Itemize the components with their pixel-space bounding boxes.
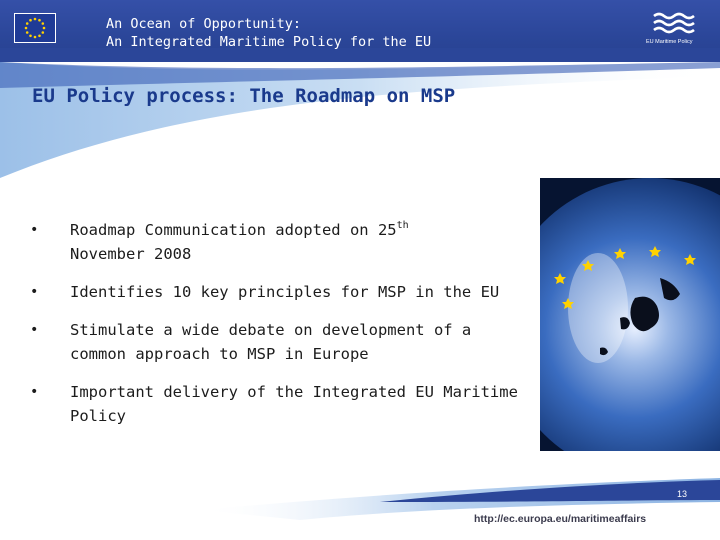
bullet-item xyxy=(30,380,530,428)
footer-sweep xyxy=(0,460,720,540)
footer-url-link[interactable]: http://ec.europa.eu/maritimeaffairs xyxy=(474,513,647,525)
bullet-text: Stimulate a wide debate on development of a common approach to MSP in Europe xyxy=(70,321,472,363)
bullet-list xyxy=(30,218,530,442)
bullet-icon: • xyxy=(30,384,39,400)
bullet-text: Roadmap Communication adopted on 25 xyxy=(70,221,397,239)
banner-title-line1: An Ocean of Opportunity: xyxy=(106,16,302,32)
slide-title: EU Policy process: The Roadmap on MSP xyxy=(32,85,456,107)
banner-title-line2: An Integrated Maritime Policy for the EU xyxy=(106,34,432,50)
bullet-icon: • xyxy=(30,222,39,238)
page-number: 13 xyxy=(676,489,687,499)
bullet-superscript: th xyxy=(396,220,409,231)
bullet-icon: • xyxy=(30,284,39,300)
header-sweep xyxy=(0,48,720,198)
eu-flag-icon xyxy=(14,13,56,43)
bullet-text-continued: November 2008 xyxy=(70,245,192,263)
bullet-text: Important delivery of the Integrated EU Maritime Policy xyxy=(70,383,518,425)
logo-text: EU Maritime Policy xyxy=(646,39,693,45)
bullet-item xyxy=(30,218,530,266)
bullet-item xyxy=(30,318,530,366)
globe-stars-image xyxy=(540,178,720,451)
bullet-icon: • xyxy=(30,322,39,338)
waves-logo-icon xyxy=(646,10,702,52)
banner-title xyxy=(106,15,431,51)
bullet-text: Identifies 10 key principles for MSP in the EU xyxy=(70,283,500,301)
bullet-item xyxy=(30,280,530,304)
